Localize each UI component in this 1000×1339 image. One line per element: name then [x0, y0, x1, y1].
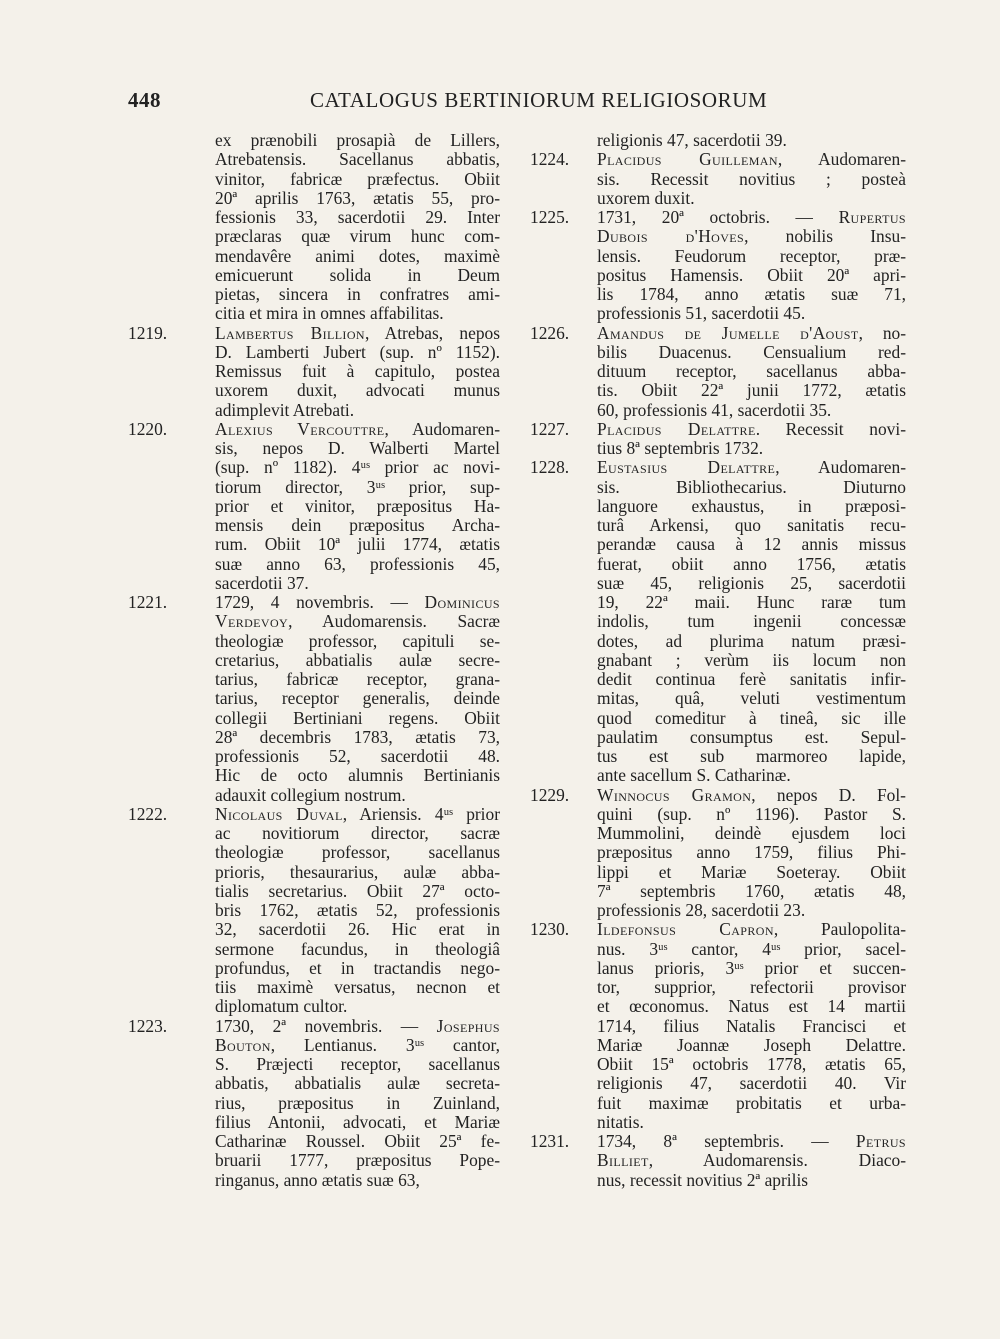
text-line: perandæ causa à 12 annis missus — [597, 535, 906, 555]
catalogue-entry — [128, 1017, 500, 1190]
text-line: nitatis. — [597, 1112, 644, 1132]
page-number: 448 — [128, 88, 161, 112]
text-line: 7ª septembris 1760, ætatis 48, — [597, 881, 906, 901]
text-line: tis. Obiit 22ª junii 1772, ætatis — [597, 381, 906, 401]
text-line: sis. Recessit novitius ; posteà — [597, 169, 906, 189]
text-line: professionis 28, sacerdotii 23. — [597, 901, 806, 920]
entry-text — [597, 208, 906, 324]
text-line: Obiit 15ª octobris 1778, ætatis 65, — [597, 1055, 906, 1074]
text-line: præpositus anno 1759, filius Phi- — [597, 843, 906, 863]
text-line: Remissus fuit à capitulo, postea — [215, 362, 500, 381]
text-line: paulatim consumptus est. Sepul- — [597, 727, 906, 747]
catalogue-entry — [530, 920, 906, 1132]
page-header — [128, 88, 908, 120]
entry-text — [597, 458, 906, 785]
text-line: (sup. nº 1182). 4ᵘˢ prior ac novi- — [215, 458, 500, 478]
entry-text — [215, 324, 500, 420]
text-line: tiis maximè versatus, necnon et — [215, 978, 500, 997]
catalogue-entry — [530, 131, 906, 150]
text-line: lensis. Feudorum receptor, præ- — [597, 246, 906, 266]
text-line: tarius, receptor generalis, deinde — [215, 689, 500, 709]
text-line: uxorem duxit, advocati munus — [215, 381, 500, 401]
catalogue-entry — [530, 208, 906, 324]
text-line: prioris, thesaurarius, aulæ abba- — [215, 862, 500, 882]
text-line: Eustasius Delattre, Audomaren- — [597, 458, 906, 478]
text-line: et œconomus. Natus est 14 martii — [597, 997, 906, 1017]
text-line: gnabant ; verùm iis locum non — [597, 650, 906, 670]
text-line: collegii Bertiniani regens. Obiit — [215, 708, 500, 728]
text-line: indolis, tum ingenii concessæ — [597, 612, 906, 632]
text-line: Amandus de Jumelle d'Aoust, no- — [597, 323, 906, 343]
entry-text — [215, 1017, 500, 1190]
catalogue-entry — [128, 420, 500, 593]
text-line: emicuerunt solida in Deum — [215, 265, 500, 285]
entry-text — [597, 420, 906, 459]
text-line: quini (sup. nº 1196). Pastor S. — [597, 804, 906, 824]
text-line: 1731, 20ª octobris. — Rupertus — [597, 208, 906, 227]
text-line: nus, recessit novitius 2ª aprilis — [597, 1170, 809, 1190]
text-line: Atrebatensis. Sacellanus abbatis, — [215, 150, 500, 170]
text-line: lippi et Mariæ Soeteray. Obiit — [597, 862, 906, 882]
text-line: theologiæ professor, sacellanus — [215, 843, 500, 863]
text-line: Mummolini, deindè ejusdem loci — [597, 824, 906, 843]
text-line: positus Hamensis. Obiit 20ª apri- — [597, 265, 906, 285]
entry-text — [215, 593, 500, 805]
text-line: tarius, fabricæ receptor, grana- — [215, 670, 500, 689]
text-line: lis 1784, anno ætatis suæ 71, — [597, 285, 906, 304]
catalogue-entry — [530, 150, 906, 208]
text-line: mitas, quâ, veluti vestimentum — [597, 689, 906, 709]
entry-text — [215, 420, 500, 593]
text-line: 1734, 8ª septembris. — Petrus — [597, 1132, 906, 1151]
catalogue-entry — [530, 1132, 906, 1190]
text-line: Verdevoy, Audomarensis. Sacræ — [215, 612, 500, 632]
catalogue-entry — [530, 420, 906, 459]
text-line: quod comeditur à tineâ, sic ille — [597, 708, 906, 728]
text-line: sermone facundus, in theologiâ — [215, 939, 500, 959]
entry-text — [597, 786, 906, 921]
entry-text — [215, 805, 500, 1017]
text-line: ringanus, anno ætatis suæ 63, — [215, 1170, 420, 1190]
entry-number: 1227. — [530, 418, 570, 439]
text-line: bruarii 1777, præpositus Pope- — [215, 1151, 500, 1171]
text-line: languore exhaustus, in præposi- — [597, 496, 906, 516]
text-line: 1714, filius Natalis Francisci et — [597, 1016, 906, 1036]
text-line: præclaras quæ virum hunc com- — [215, 227, 500, 247]
text-line: dedit continua ferè sanitatis infir- — [597, 670, 906, 689]
text-line: bilis Duacenus. Censualium red- — [597, 342, 906, 362]
text-line: adimplevit Atrebati. — [215, 400, 355, 420]
entry-number: 1222. — [128, 803, 168, 824]
text-line: prior et vinitor, præpositus Ha- — [215, 496, 500, 516]
catalogue-entry — [530, 458, 906, 785]
entry-number: 1230. — [530, 919, 570, 940]
text-line: tius 8ª septembris 1732. — [597, 439, 764, 458]
text-line: 1729, 4 novembris. — Dominicus — [215, 593, 500, 612]
text-line: professionis 52, sacerdotii 48. — [215, 747, 500, 766]
text-line: suæ 45, religionis 25, sacerdotii — [597, 573, 906, 593]
text-line: religionis 47, sacerdotii 39. — [597, 131, 787, 150]
text-line: bris 1762, ætatis 52, professionis — [215, 901, 500, 920]
text-line: suæ anno 63, professionis 45, — [215, 554, 500, 574]
text-line: pietas, sincera in confratres ami- — [215, 285, 500, 304]
text-line: D. Lamberti Jubert (sup. nº 1152). — [215, 342, 500, 362]
entry-number: 1219. — [128, 322, 168, 343]
text-line: 20ª aprilis 1763, ætatis 55, pro- — [215, 188, 500, 208]
text-line: filius Antonii, advocati, et Mariæ — [215, 1112, 500, 1132]
text-line: rius, præpositus in Zuinland, — [215, 1093, 500, 1113]
text-line: Placidus Delattre. Recessit novi- — [597, 419, 906, 439]
text-line: fuerat, obiit anno 1756, ætatis — [597, 554, 906, 574]
text-line: dituum receptor, sacellanus abba- — [597, 362, 906, 381]
text-line: turâ Arkensi, quo sanitatis recu- — [597, 516, 906, 535]
text-line: theologiæ professor, capituli se- — [215, 631, 500, 651]
entry-number: 1229. — [530, 784, 570, 805]
text-line: Winnocus Gramon, nepos D. Fol- — [597, 785, 906, 805]
text-line: Placidus Guilleman, Audomaren- — [597, 150, 906, 170]
entry-text — [215, 131, 500, 324]
entry-text — [597, 150, 906, 208]
text-line: tialis secretarius. Obiit 27ª octo- — [215, 881, 500, 901]
text-line: nus. 3ᵘˢ cantor, 4ᵘˢ prior, sacel- — [597, 939, 906, 959]
text-line: Ildefonsus Capron, Paulopolita- — [597, 920, 906, 940]
text-line: Catharinæ Roussel. Obiit 25ª fe- — [215, 1132, 500, 1151]
text-line: 32, sacerdotii 26. Hic erat in — [215, 920, 500, 940]
text-line: adauxit collegium nostrum. — [215, 785, 406, 805]
text-line: Bouton, Lentianus. 3ᵘˢ cantor, — [215, 1035, 500, 1055]
entry-number: 1223. — [128, 1015, 168, 1036]
text-line: sacerdotii 37. — [215, 573, 309, 593]
text-line: tiorum director, 3ᵘˢ prior, sup- — [215, 477, 500, 497]
text-line: mensis dein præpositus Archa- — [215, 516, 500, 535]
catalogue-entry — [530, 786, 906, 921]
text-line: fuit maximæ probitatis et urba- — [597, 1093, 906, 1113]
right-column — [530, 131, 906, 1190]
text-line: S. Præjecti receptor, sacellanus — [215, 1055, 500, 1074]
text-line: ac novitiorum director, sacræ — [215, 824, 500, 843]
text-line: uxorem duxit. — [597, 188, 695, 208]
running-title: CATALOGUS BERTINIORUM RELIGIOSORUM — [310, 88, 768, 112]
entry-text — [597, 920, 906, 1132]
entry-text — [597, 1132, 906, 1190]
text-line: sis, nepos D. Walberti Martel — [215, 439, 500, 458]
entry-number: 1224. — [530, 149, 570, 170]
text-line: Alexius Vercouttre, Audomaren- — [215, 419, 500, 439]
text-line: abbatis, abbatialis aulæ secreta- — [215, 1074, 500, 1094]
text-line: mendavêre animi dotes, maximè — [215, 246, 500, 266]
text-line: Nicolaus Duval, Ariensis. 4ᵘˢ prior — [215, 804, 500, 824]
text-line: ex prænobili prosapià de Lillers, — [215, 131, 500, 150]
text-line: tor, supprior, refectorii provisor — [597, 978, 906, 997]
text-line: tus est sub marmoreo lapide, — [597, 747, 906, 766]
entry-number: 1221. — [128, 592, 168, 612]
text-line: fessionis 33, sacerdotii 29. Inter — [215, 208, 500, 227]
text-line: diplomatum cultor. — [215, 997, 348, 1017]
text-line: Billiet, Audomarensis. Diaco- — [597, 1151, 906, 1171]
catalogue-entry — [128, 593, 500, 805]
text-line: vinitor, fabricæ præfectus. Obiit — [215, 169, 500, 189]
text-line: professionis 51, sacerdotii 45. — [597, 304, 806, 324]
entry-text — [597, 324, 906, 420]
text-line: 19, 22ª maii. Hunc raræ tum — [597, 593, 906, 612]
text-line: Lambertus Billion, Atrebas, nepos — [215, 323, 500, 343]
catalogue-entry — [128, 324, 500, 420]
entry-number: 1225. — [530, 207, 570, 227]
text-line: lanus prioris, 3ᵘˢ prior et succen- — [597, 958, 906, 978]
catalogue-entry — [530, 324, 906, 420]
text-line: sis. Bibliothecarius. Diuturno — [597, 477, 906, 497]
text-line: citia et mira in omnes affabilitas. — [215, 304, 444, 324]
text-line: 60, professionis 41, sacerdotii 35. — [597, 400, 832, 420]
text-line: ante sacellum S. Catharinæ. — [597, 766, 791, 786]
entry-number: 1226. — [530, 322, 570, 343]
catalogue-entry — [128, 131, 500, 324]
text-line: dotes, ad plurima natum præsi- — [597, 631, 906, 651]
text-line: religionis 47, sacerdotii 40. Vir — [597, 1074, 906, 1094]
catalogue-entry — [128, 805, 500, 1017]
text-line: 1730, 2ª novembris. — Josephus — [215, 1016, 500, 1036]
text-line: rum. Obiit 10ª julii 1774, ætatis — [215, 535, 500, 555]
entry-number: 1220. — [128, 418, 168, 439]
entry-text — [597, 131, 906, 150]
left-column — [128, 131, 500, 1190]
entry-number: 1231. — [530, 1131, 570, 1151]
text-line: 28ª decembris 1783, ætatis 73, — [215, 727, 500, 747]
text-line: cretarius, abbatialis aulæ secre- — [215, 650, 500, 670]
text-line: Hic de octo alumnis Bertinianis — [215, 766, 500, 786]
text-line: profundus, et in tractandis nego- — [215, 958, 500, 978]
text-line: Dubois d'Hoves, nobilis Insu- — [597, 227, 906, 247]
entry-number: 1228. — [530, 457, 570, 478]
text-line: Mariæ Joannæ Joseph Delattre. — [597, 1035, 906, 1055]
